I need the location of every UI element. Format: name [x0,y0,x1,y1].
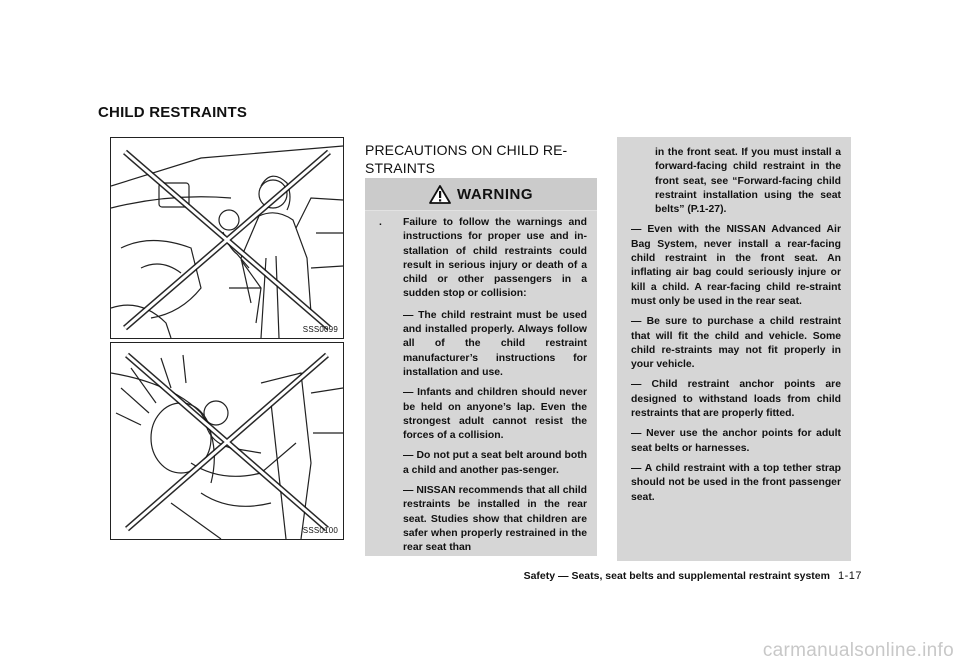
list-item: — Child restraint anchor points are designed to withstand loads from child restraints that are properly fitted. [631,379,841,420]
bullet-text: Failure to follow the warnings and instructions for proper use and in-stallation of child restraints could result in serious injury or death of a child or other passengers in a sudden stop or collision: [403,217,587,300]
figure-code: SSS0100 [302,526,338,535]
figure-child-on-lap [110,137,344,339]
footer-chapter: Safety — Seats, seat belts and supplemental restraint system [523,570,830,582]
warning-box [365,178,597,556]
warning-label: WARNING [457,185,533,203]
list-item: — Infants and children should never be held on anyone’s lap. Even the strongest adult cannot resist the forces of a collision. [403,387,587,442]
list-item: — The child restraint must be used and installed properly. Always follow all of the child restraint manufacturer’s instructions for installation and use. [403,309,587,378]
warning-body [365,216,597,556]
list-item: — NISSAN recommends that all child restraints be installed in the rear seat. Studies show that children are safer when properly restrained in the rear seat than [403,485,587,554]
figure-rear-facing-airbag [110,342,344,540]
warning-triangle-icon [429,185,451,204]
precautions-heading: PRECAUTIONS ON CHILD RE-STRAINTS [365,142,568,176]
list-item: — Even with the NISSAN Advanced Air Bag System, never install a rear-facing child restraint in the front seat. An inflating air bag could seriously injure or kill a child. A rear-facing child re-straint must only be used in the rear seat. [631,224,841,307]
page-number: 1-17 [837,570,862,582]
figure-code: SSS0099 [302,325,338,334]
page-footer [524,570,862,582]
warning-bullet [379,216,587,556]
watermark: carmanualsonline.info [762,640,954,661]
warning-box-continued [617,137,851,561]
illustration-lap-hold [111,138,343,338]
illustration-rear-facing-seat [111,343,343,539]
list-item: — Be sure to purchase a child restraint that will fit the child and vehicle. Some child re-straints may not fit properly in your vehicle. [631,316,841,371]
list-item: — Do not put a seat belt around both a child and another pas-senger. [403,450,587,476]
list-item: — A child restraint with a top tether strap should not be used in the front passenger seat. [631,462,841,503]
list-item: — Never use the anchor points for adult seat belts or harnesses. [631,428,841,454]
continuation-text: in the front seat. If you must install a forward-facing child restraint in the front seat, see “Forward-facing child restraint installation using the seat belts” (P.1-27). [655,147,841,216]
warning-header [365,178,597,211]
bullet-marker: . [379,217,382,228]
section-title: CHILD RESTRAINTS [98,104,248,121]
